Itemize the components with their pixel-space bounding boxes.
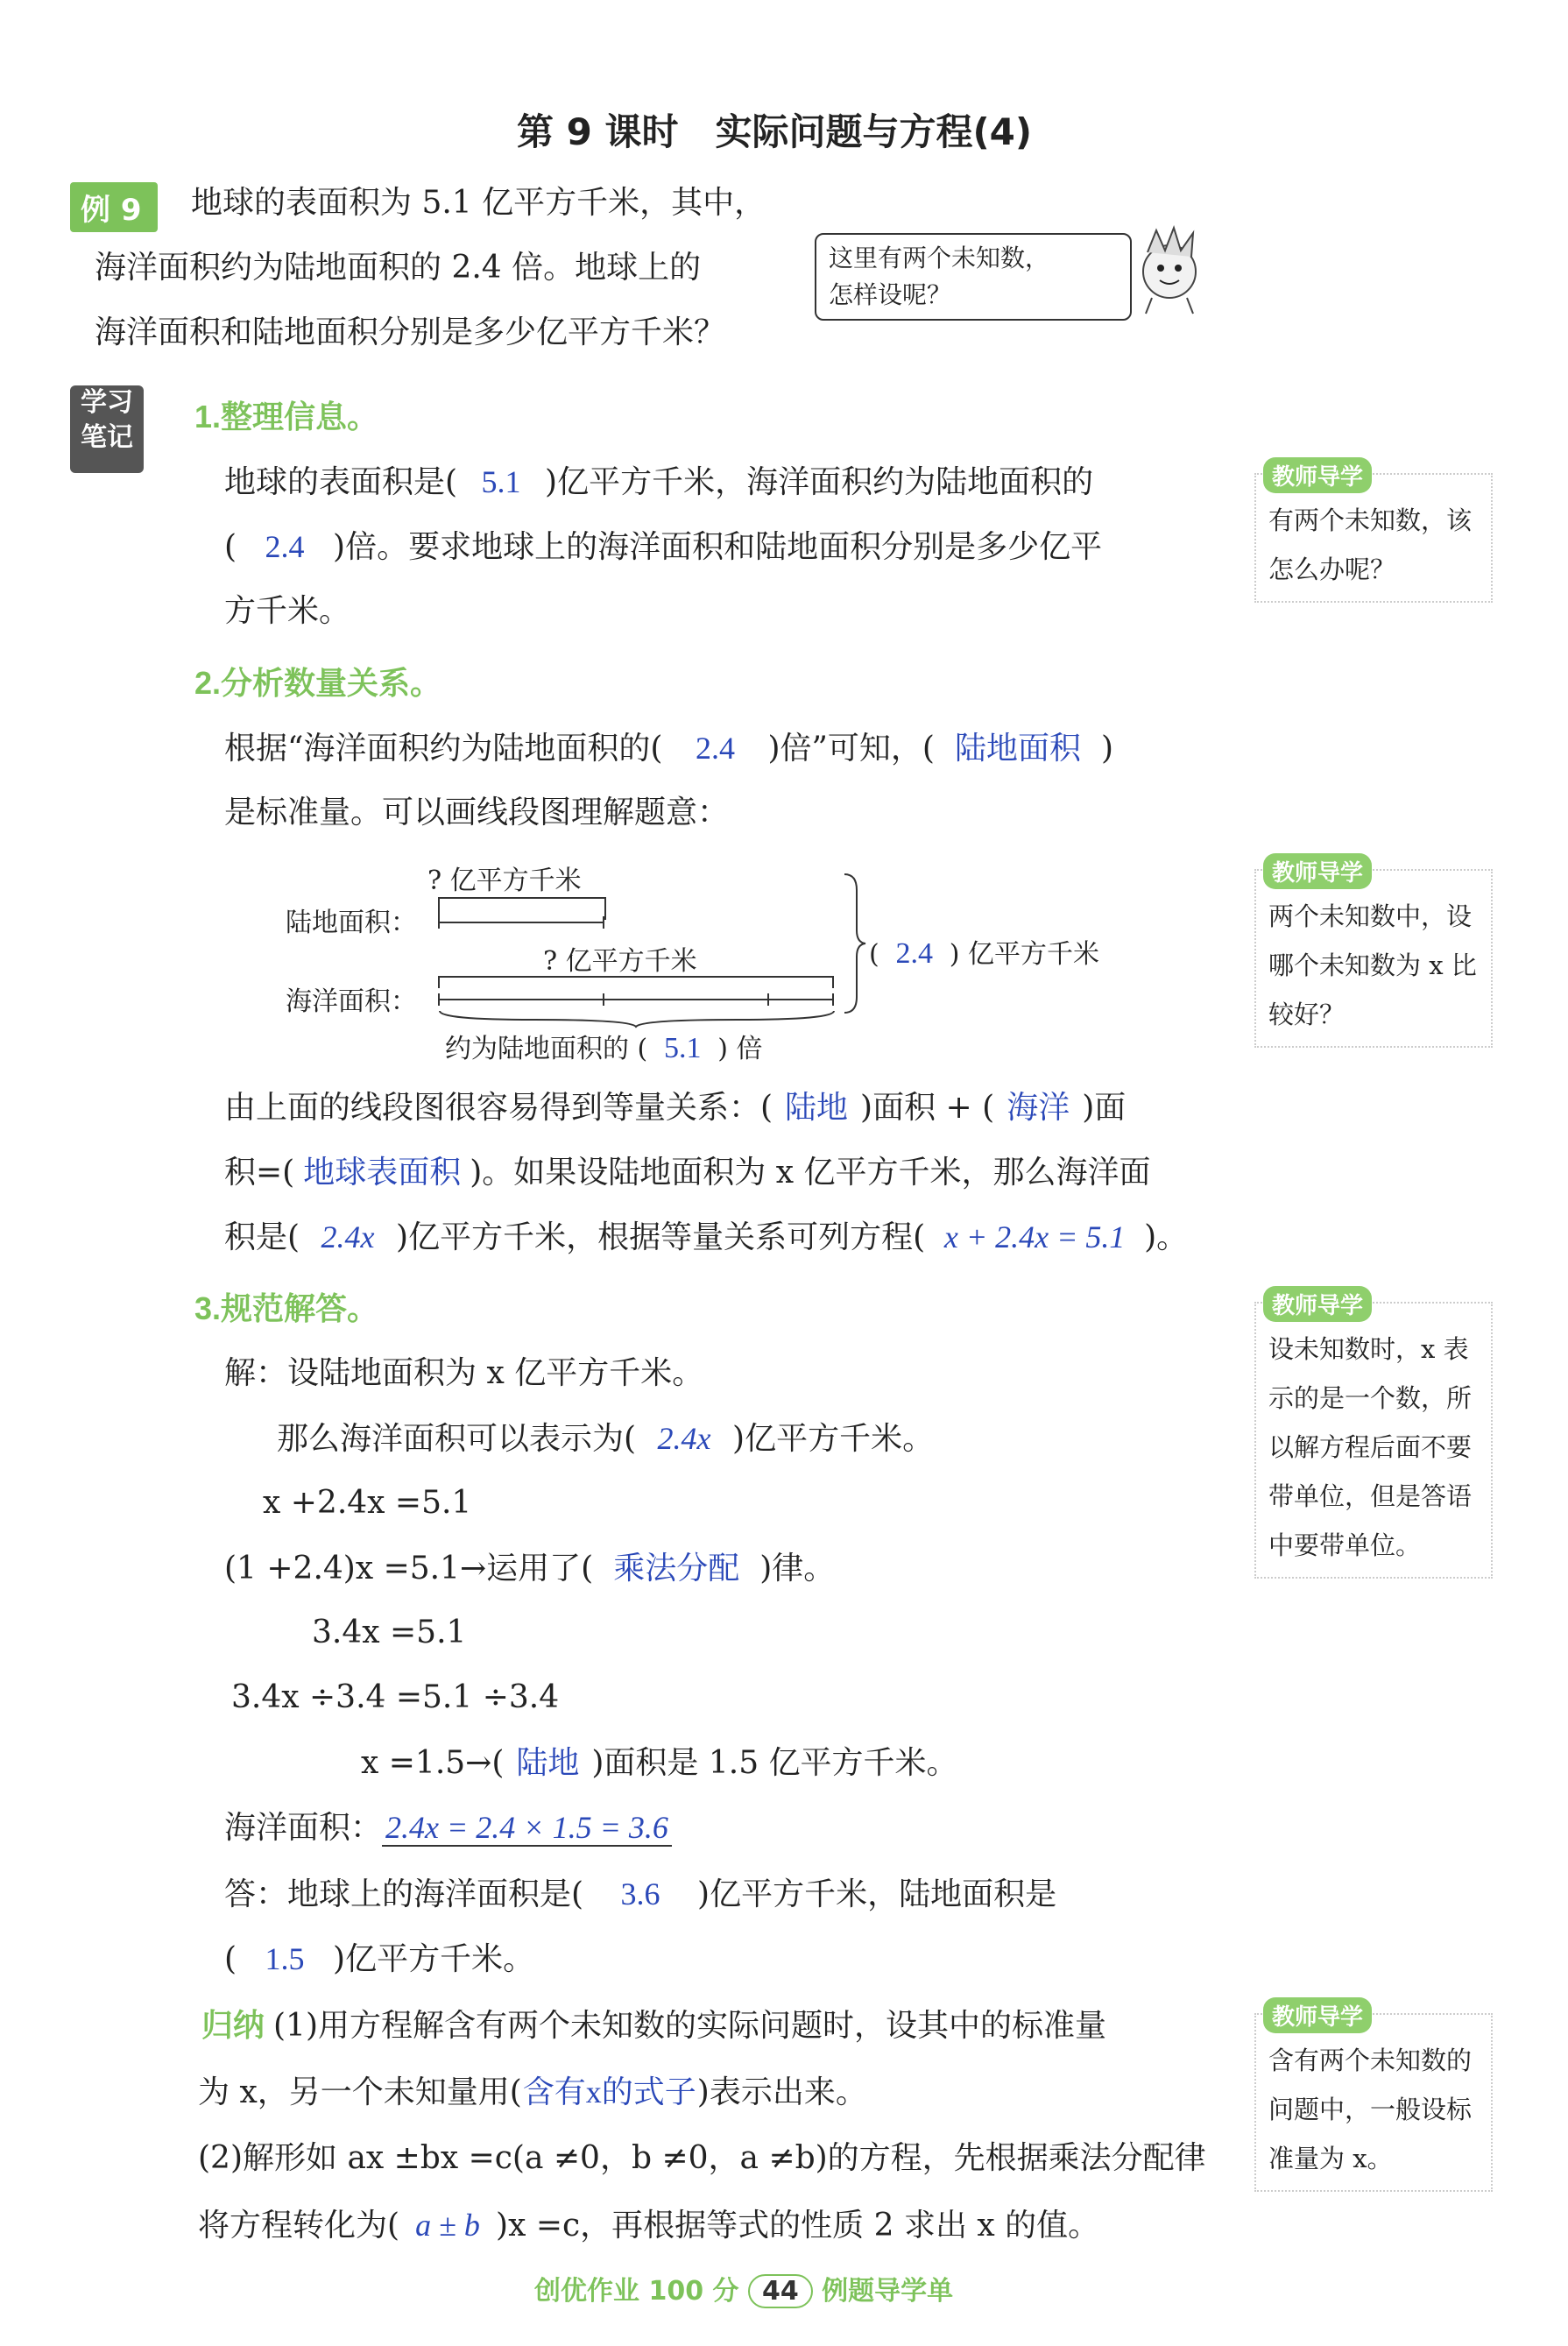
summary-answer-1: 含有x的式子 [522,2074,696,2109]
s3-text: 答：地球上的海洋面积是( [224,1876,584,1912]
example-line-1: 地球的表面积为 5.1 亿平方千米，其中， [191,185,766,221]
diagram-bottom-answer: 5.1 [664,1032,702,1064]
study-notes-badge-line-1: 学习 [81,387,133,418]
footer-left: 创优作业 100 分 [534,2276,739,2307]
summary-text: 为 x，另一个未知量用( [198,2074,522,2110]
s3-answer-6: 1.5 [265,1941,305,1976]
sea-tick-2 [767,993,769,1006]
s2-eq-answer-5: x + 2.4x = 5.1 [943,1219,1126,1254]
teacher-guide-tag: 教师导学 [1263,457,1372,493]
teacher-guide-tag: 教师导学 [1263,1286,1372,1322]
hint-bubble-line-2: 怎样设呢？ [829,280,952,309]
sea-tick-0 [438,993,440,1006]
sea-bottom-brace [438,1009,836,1028]
section-1-heading: 1.整理信息。 [194,399,379,435]
s3-text: 那么海洋面积可以表示为( [277,1421,637,1457]
s2-line-1 [224,732,1113,765]
s3-line-1: 解：设陆地面积为 x 亿平方千米。 [224,1355,704,1391]
land-brace [438,897,606,920]
s2-text: 积=( [224,1155,295,1191]
total-right-brace [841,873,867,1014]
s1-answer-2: 2.4 [265,529,305,564]
sea-brace-left [438,976,440,988]
sea-segment [438,999,834,1000]
s3-answer-5: 3.6 [620,1876,660,1911]
s2-text: )倍”可知，( [767,731,935,767]
s2-text: )。如果设陆地面积为 x 亿平方千米，那么海洋面 [470,1155,1151,1191]
sea-tick-end [832,993,834,1006]
s3-answer-3: 陆地 [516,1745,580,1780]
diagram-right-answer: 2.4 [895,937,933,970]
s3-answer-1: 2.4x [657,1421,711,1456]
diagram-sea-label-top: ? 亿平方千米 [543,946,697,977]
s3-text: )亿平方千米。 [333,1941,535,1977]
s3-line-6: 3.4x ÷3.4 =5.1 ÷3.4 [231,1679,560,1715]
diagram-bottom-label [445,1027,763,1065]
mascot-icon [1121,217,1218,322]
s2-eq-answer-2: 海洋 [1006,1090,1070,1125]
summary-text: )x =c，再根据等式的性质 2 求出 x 的值。 [496,2208,1100,2244]
s3-line-3: x +2.4x =5.1 [263,1485,472,1521]
teacher-guide-text: 设未知数时，x 表示的是一个数，所以解方程后面不要带单位，但是答语中要带单位。 [1268,1334,1473,1560]
summary-line-4 [198,2209,1099,2242]
section-2-heading: 2.分析数量关系。 [194,665,442,701]
example-line-3: 海洋面积和陆地面积分别是多少亿平方千米？ [95,314,726,350]
s3-text: ( [224,1941,237,1977]
s2-text: )。 [1144,1219,1189,1255]
footer [534,2269,953,2307]
s2-text: 积是( [224,1219,300,1255]
s2-text: )亿平方千米，根据等量关系可列方程( [396,1219,926,1255]
s1-text: ( [224,529,237,565]
s2-equation-line-1 [224,1092,1126,1124]
s2-text: )面 [1082,1090,1127,1126]
summary-text: (1)用方程解含有两个未知数的实际问题时，设其中的标准量 [273,2008,1107,2044]
s2-answer-1: 2.4 [695,731,735,766]
summary-text: 将方程转化为( [198,2208,400,2244]
s2-eq-answer-3: 地球表面积 [303,1155,462,1190]
s3-text: )亿平方千米。 [732,1421,935,1457]
teacher-guide-4 [1254,2004,1493,2192]
s3-line-4 [224,1552,835,1585]
s2-eq-answer-1: 陆地 [785,1090,849,1125]
s2-text: )面积 + ( [860,1090,995,1126]
diagram-right-text: ) 亿平方千米 [949,939,1099,970]
s3-text: (1 +2.4)x =5.1→运用了( [224,1551,594,1586]
s3-line-7 [361,1747,958,1779]
s2-equation-line-2 [224,1156,1150,1189]
s1-text: )倍。要求地球上的海洋面积和陆地面积分别是多少亿平 [333,529,1103,565]
sea-brace-right [832,976,834,988]
diagram-land-label: 陆地面积： [286,908,417,938]
summary-line-2 [198,2076,867,2109]
s1-text: 地球的表面积是( [224,464,458,500]
s1-line-1 [224,466,1093,498]
s3-line-8 [224,1812,672,1844]
summary-tag: 归纳 [201,2007,265,2043]
s2-answer-2: 陆地面积 [954,731,1081,766]
teacher-guide-tag: 教师导学 [1263,1997,1372,2033]
s3-answer-2: 乘法分配 [613,1551,740,1586]
summary-line-1 [201,2007,1107,2044]
teacher-guide-text: 含有两个未知数的问题中，一般设标准量为 x。 [1268,2046,1473,2173]
diagram-bottom-text: 约为陆地面积的 ( [445,1034,648,1064]
page-number: 44 [748,2274,813,2308]
hint-bubble [815,233,1132,321]
s2-line-2: 是标准量。可以画线段图理解题意： [224,795,730,830]
land-tick-start [438,916,440,929]
s3-text: )面积是 1.5 亿平方千米。 [591,1745,958,1781]
diagram-right-label [869,932,1099,971]
teacher-guide-2 [1254,860,1493,1048]
hint-bubble-line-1: 这里有两个未知数， [829,244,1050,272]
s3-line-9 [224,1878,1056,1911]
sea-tick-1 [603,993,604,1006]
s3-line-10 [224,1943,534,1975]
study-notes-badge [70,385,144,473]
s2-equation-line-3 [224,1221,1188,1254]
s1-line-3: 方千米。 [224,593,351,629]
diagram-land-label-top: ? 亿平方千米 [427,866,582,896]
s3-answer-4: 2.4x = 2.4 × 1.5 = 3.6 [382,1810,672,1847]
summary-text: )表示出来。 [696,2074,867,2110]
s2-eq-answer-4: 2.4x [321,1219,375,1254]
teacher-guide-text: 有两个未知数，该怎么办呢？ [1268,505,1473,584]
land-brace-top [438,897,604,899]
teacher-guide-text: 两个未知数中，设哪个未知数为 x 比较好？ [1268,901,1477,1029]
land-segment [438,922,604,923]
s1-answer-1: 5.1 [481,464,521,499]
teacher-guide-tag: 教师导学 [1263,853,1372,889]
land-tick-end [603,916,604,929]
diagram-right-text: ( [869,939,879,970]
s3-text: 海洋面积： [224,1810,383,1846]
study-notes-badge-line-2: 笔记 [81,422,133,453]
s3-text: x =1.5→( [361,1745,505,1781]
s2-text: 根据“海洋面积约为陆地面积的( [224,731,663,767]
example-line-2: 海洋面积约为陆地面积的 2.4 倍。地球上的 [95,250,702,286]
s1-text: )亿平方千米，海洋面积约为陆地面积的 [545,464,1094,500]
summary-line-3: (2)解形如 ax ±bx =c(a ≠0，b ≠0，a ≠b)的方程，先根据乘法分配律 [198,2140,1206,2176]
s2-text: 由上面的线段图很容易得到等量关系：( [224,1090,773,1126]
example-badge: 例 9 [70,182,158,232]
s3-text: )亿平方千米，陆地面积是 [697,1876,1057,1912]
page-title: 第 9 课时 实际问题与方程(4) [517,110,1033,153]
s3-line-5: 3.4x =5.1 [312,1615,467,1650]
teacher-guide-1 [1254,464,1493,603]
summary-answer-2: a ± b [415,2208,480,2243]
s2-text: ) [1100,731,1113,767]
section-3-heading: 3.规范解答。 [194,1290,379,1326]
diagram-bottom-text: ) 倍 [717,1034,763,1064]
footer-right: 例题导学单 [822,2276,954,2307]
sea-brace-top [438,976,834,978]
s3-line-2 [277,1423,934,1455]
s1-line-2 [224,531,1102,563]
teacher-guide-3 [1254,1293,1493,1579]
s3-text: )律。 [759,1551,836,1586]
diagram-sea-label: 海洋面积： [286,986,417,1017]
